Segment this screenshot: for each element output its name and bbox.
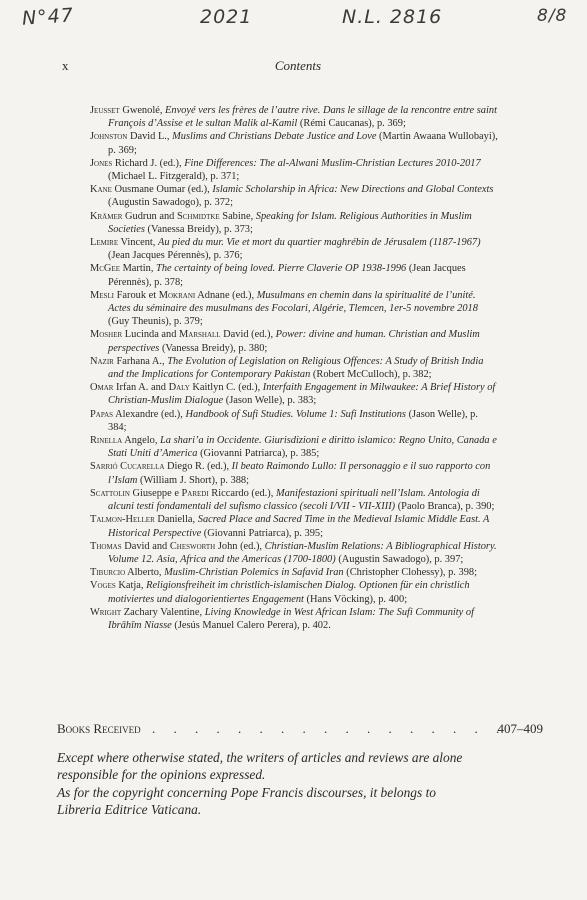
entry-title: Muslims and Christians Debate Justice and Love [172,131,377,143]
entry-text: Gwenolé, [119,105,166,116]
entry-text: Angelo, [122,435,161,447]
review-entry [90,606,498,632]
entry-text: Adnane (ed.), [195,289,257,301]
entry-author: Wright [90,606,122,618]
entry-text: Zachary Valentine, [121,606,205,618]
leader-dots: . . . . . . . . . . . . . . . . . [152,721,507,736]
entry-text: David (ed.), [220,329,276,341]
entry-title: Power: divine and human. Christian and Muslim perspectives [108,329,480,354]
entry-text: David L., [127,131,173,143]
entry-author: Scattolin [90,487,130,499]
entry-text: Gudrun and [122,210,177,222]
entry-text: Katja, [115,580,147,592]
entry-reviewer-page: (Jason Welle), p. 383; [223,395,317,407]
entry-title: Christian-Muslim Relations: A Bibliographical History. Volume 12. Asia, Africa and the Americas (1700-1800) [108,540,497,565]
entry-author: Tiburcio [90,567,126,579]
entry-text: John (ed.), [215,540,265,552]
entry-reviewer-page: (Guy Theunis), p. 379; [108,316,203,328]
entry-reviewer-page: (Michael L. Fitzgerald), p. 371; [108,171,240,183]
running-head [62,58,534,76]
entry-author: Papas [90,408,114,420]
entry-reviewer-page: (Vanessa Breidy), p. 380; [159,342,268,354]
review-entry [90,183,498,209]
disclaimer [57,749,477,819]
entry-reviewer-page: (Augustin Sawadogo), p. 372; [108,197,233,209]
entry-title: Envoyé vers les frères de l’autre rive. Dans le sillage de la rencontre entre saint François d’Assise et le sultan Malik al-Kamil [108,105,497,130]
entry-text: Martin, [119,263,157,275]
handwritten-note-4: 8/8 [537,6,568,26]
entry-reviewer-page: (Giovanni Patriarca), p. 385; [197,448,320,460]
review-entry [90,487,498,513]
page-title: Contents [274,58,322,73]
entry-author: Krämer [90,210,123,222]
page-number: x [62,58,69,73]
disclaimer-copyright: As for the copyright concerning Pope Francis discourses, it belongs to Libreria Editrice Vaticana. [57,784,436,818]
review-entry [90,157,498,183]
entry-title: The Evolution of Legislation on Religious Offences: A Study of British India and the Implications for Contemporary Pakistan [108,355,484,381]
review-entry [90,408,498,434]
handwritten-note-2: 2021 [200,6,253,28]
entry-title: Sacred Place and Sacred Time in the Medieval Islamic Middle East. A Historical Perspective [108,514,490,539]
entry-text: Alberto, [125,567,165,579]
entry-text: Vincent, [118,237,158,249]
entry-coauthor: Mokrani [158,289,196,301]
entry-title: Musulmans en chemin dans la spiritualité de l’unité. Actes du séminaire des musulmans des Focolari, Algérie, Tlemcen, 1er-5 novembre 2018 [108,289,478,315]
books-received-pages: 407–409 [497,721,543,736]
entry-reviewer-page: (Jason Welle), p. 384; [108,408,478,433]
entry-coauthor: Schmidtke [176,210,220,222]
entry-author: Mosher [90,329,123,341]
entry-coauthor: Marshall [179,329,221,341]
entry-author: Sarrió Cucarella [90,461,165,473]
review-entry [90,540,498,566]
entry-text: Lucinda and [122,329,180,341]
entry-reviewer-page: (William J. Short), p. 388; [137,474,249,486]
entry-title: Islamic Scholarship in Africa: New Directions and Global Contexts [212,184,494,196]
books-received-line [57,721,543,739]
review-entry [90,104,498,130]
review-entry [90,566,498,579]
entry-author: Johnston [90,131,128,143]
entry-text: Irfan A. and [113,382,169,394]
entry-title: Interfaith Engagement in Milwaukee: A Brief History of Christian-Muslim Dialogue [108,382,496,407]
entry-author: Talmon-Heller [90,514,155,526]
entry-coauthor: Chesworth [169,540,216,552]
entry-title: The certainty of being loved. Pierre Claverie OP 1938-1996 [156,263,407,275]
entry-title: Religionsfreiheit im christlich-islamischen Dialog. Optionen für ein christlich motiviertes und dialogorientiertes Engagement [108,580,470,605]
entry-text: Kaitlyn C. (ed.), [189,382,263,394]
handwritten-note-3: N.L. 2816 [342,6,443,28]
entry-reviewer-page: (Jesús Manuel Calero Perera), p. 402. [171,619,331,631]
entry-reviewer-page: (Robert McCulloch), p. 382; [310,369,432,381]
entry-text: Sabine, [219,210,256,222]
entry-text: Riccardo (ed.), [208,487,276,499]
entry-author: McGee [90,263,120,275]
entry-coauthor: Daly [168,382,190,394]
entry-reviewer-page: (Christopher Clohessy), p. 398; [343,567,477,579]
entry-reviewer-page: (Paolo Branca), p. 390; [395,501,495,513]
review-entry [90,355,498,381]
review-entry [90,513,498,539]
entry-reviewer-page: (Giovanni Patriarca), p. 395; [201,527,323,539]
entry-title: Manifestazioni spirituali nell’Islam. Antologia di alcuni testi fondamentali del sufismo classico (secoli I/VII - VII-XIII) [108,487,480,513]
entry-text: Farhana A., [113,355,168,367]
books-received-label: Books Received [57,721,141,736]
entry-title: Il beato Raimondo Lullo: Il personaggio e il suo rapporto con l’Islam [108,461,491,486]
entry-author: Nazir [90,355,114,367]
review-entry [90,328,498,354]
entry-author: Mesli [90,289,115,301]
review-entry [90,434,498,460]
entry-title: La shari’a in Occidente. Giurisdizioni e diritto islamico: Regno Unito, Canada e Stati Uniti d’America [108,435,497,460]
entry-author: Thomas [90,540,122,552]
entry-author: Lemire [90,237,119,249]
entry-reviewer-page: (Hans Vöcking), p. 400; [303,593,408,605]
entry-coauthor: Paredi [181,487,209,499]
review-entry [90,236,498,262]
entry-text: David and [121,540,170,552]
review-entry [90,210,498,236]
entry-title: Handbook of Sufi Studies. Volume 1: Sufi Institutions [185,408,406,420]
entry-text: Alexandre (ed.), [113,408,186,420]
entry-author: Jones [90,157,113,169]
entry-title: Speaking for Islam. Religious Authorities in Muslim Societies [108,210,472,235]
entry-author: Kane [90,184,112,196]
entry-author: Jeusset [90,105,120,116]
entry-author: Rinella [90,435,123,447]
entry-reviewer-page: (Martin Awaana Wullobayi), p. 369; [108,131,498,156]
review-entry [90,130,498,156]
review-entry [90,579,498,605]
review-entry [90,381,498,407]
entry-title: Fine Differences: The al-Alwani Muslim-Christian Lectures 2010-2017 [184,157,481,169]
entry-author: Omar [90,382,114,394]
entry-title: Muslim-Christian Polemics in Safavid Iran [164,567,344,579]
entry-reviewer-page: (Augustin Sawadogo), p. 397; [335,553,464,565]
entry-text: Farouk et [114,289,159,301]
review-list [90,104,498,632]
entry-text: Diego R. (ed.), [164,461,232,473]
entry-author: Voges [90,580,116,592]
disclaimer-responsibility: Except where otherwise stated, the writers of articles and reviews are alone responsible for the opinions expressed. [57,750,463,783]
review-entry [90,460,498,486]
entry-text: Ousmane Oumar (ed.), [111,184,213,196]
handwritten-note-1: N°47 [21,4,75,30]
entry-title: Living Knowledge in West African Islam: The Sufi Community of Ibrāhīm Niasse [108,606,474,631]
review-entry [90,262,498,288]
entry-title: Au pied du mur. Vie et mort du quartier maghrébin de Jérusalem (1187-1967) [158,237,481,249]
entry-reviewer-page: (Jean Jacques Pérennès), p. 378; [108,263,466,288]
entry-text: Richard J. (ed.), [112,157,185,169]
entry-reviewer-page: (Rémi Caucanas), p. 369; [297,118,406,130]
entry-reviewer-page: (Vanessa Breidy), p. 373; [144,223,253,235]
review-entry [90,289,498,329]
entry-reviewer-page: (Jean Jacques Pérennès), p. 376; [108,250,243,262]
entry-text: Giuseppe e [129,487,182,499]
entry-text: Daniella, [154,514,198,526]
